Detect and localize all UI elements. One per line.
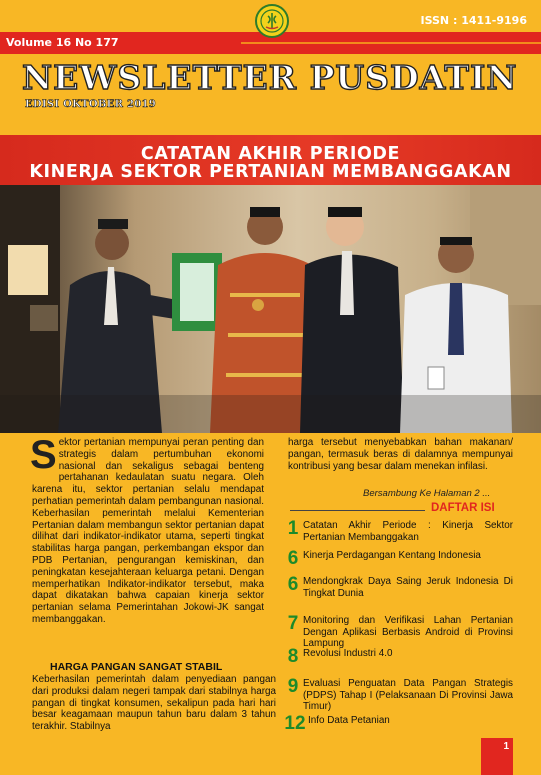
article-column-left (30, 433, 264, 626)
toc-page-number: 6 (287, 548, 299, 569)
toc-page-number: 8 (287, 646, 299, 667)
headline-line-1: CATATAN AKHIR PERIODE (140, 144, 401, 164)
toc-page-number: 9 (287, 676, 299, 697)
toc-page-number: 6 (287, 574, 299, 595)
toc-item-title: Info Data Petanian (308, 715, 390, 726)
toc-item-title: Revolusi Industri 4.0 (303, 648, 393, 659)
toc-item-title: Kinerja Perdagangan Kentang Indonesia (303, 550, 481, 561)
headline-line-2: KINERJA SEKTOR PERTANIAN MEMBANGGAKAN (29, 162, 512, 182)
toc-divider (290, 510, 425, 511)
edition-label: EDISI OKTOBER 2019 (25, 99, 157, 110)
toc-item-title: Mendongkrak Daya Saing Jeruk Indonesia Di Tingkat Dunia (303, 576, 513, 599)
newsletter-title: NEWSLETTER PUSDATIN (22, 58, 518, 97)
continued-note: Bersambung Ke Halaman 2 ... (363, 488, 491, 499)
toc-page-number: 1 (287, 518, 299, 539)
volume-label: Volume 16 No 177 (6, 36, 119, 49)
toc-page-number: 7 (287, 613, 299, 634)
toc-item-title: Catatan Akhir Periode : Kinerja Sektor Pertanian Membanggakan (303, 520, 513, 543)
toc-item-title: Monitoring dan Verifikasi Lahan Pertanian Dengan Aplikasi Berbasis Android di Provinsi Lampung (303, 615, 513, 649)
ministry-logo (255, 4, 289, 38)
section-subheading: HARGA PANGAN SANGAT STABIL (50, 661, 223, 673)
toc-item-title: Evaluasi Penguatan Data Pangan Strategis (PDPS) Tahap I (Pelaksanaan Di Provinsi Jawa Timur) (303, 678, 513, 712)
page-number: 1 (503, 741, 509, 752)
toc-heading: DAFTAR ISI (431, 502, 495, 514)
article-paragraph-3: harga tersebut menyebabkan bahan makanan/ pangan, termasuk beras di dalamnya mempunyai kontribusi yang besar dalam menekan infilasi. (288, 437, 513, 472)
article-paragraph-2: Keberhasilan pemerintah dalam penyediaan pangan dari produksi dalam negeri tampak dari stabilnya harga pangan di tingkat konsumen, sekalipun pada hari hari besar keagamaan maupun tahun baru dalam 3 tahun terakhir. Stabilnya (32, 674, 276, 733)
cover-photo (0, 185, 541, 433)
issn-label: ISSN : 1411-9196 (420, 14, 527, 27)
page-number-box (481, 738, 513, 775)
drop-cap: S (30, 433, 57, 477)
article-paragraph-1: ektor pertanian mempunyai peran penting dan strategis dalam pertumbuhan ekonomi nasional dan sekaligus sebagai benteng pertahanan kedaulatan suatu negara. Oleh karena itu, sektor pertanian selalu mendapat perhatian pemerintah dalam pembangunan nasional. Keberhasilan pemerintah melalui Kementerian Pertanian dalam membangun sektor pertanian dapat dilihat dari indikator-indikator utama, seperti tingkat stabilitas harga pangan, perkembangan ekspor dan PDB Pertanian, pengurangan kemiskinan, dan peningkatan kesejahteraan keluarga petani. Dengan memperhatikan Indikator-indikator tersebut, maka dapat dikatakan bahwa capaian kinerja sektor pertanian selama Pemerintahan Jokowi-JK sangat membanggakan. (32, 437, 264, 625)
toc-page-number: 12 (284, 713, 306, 734)
